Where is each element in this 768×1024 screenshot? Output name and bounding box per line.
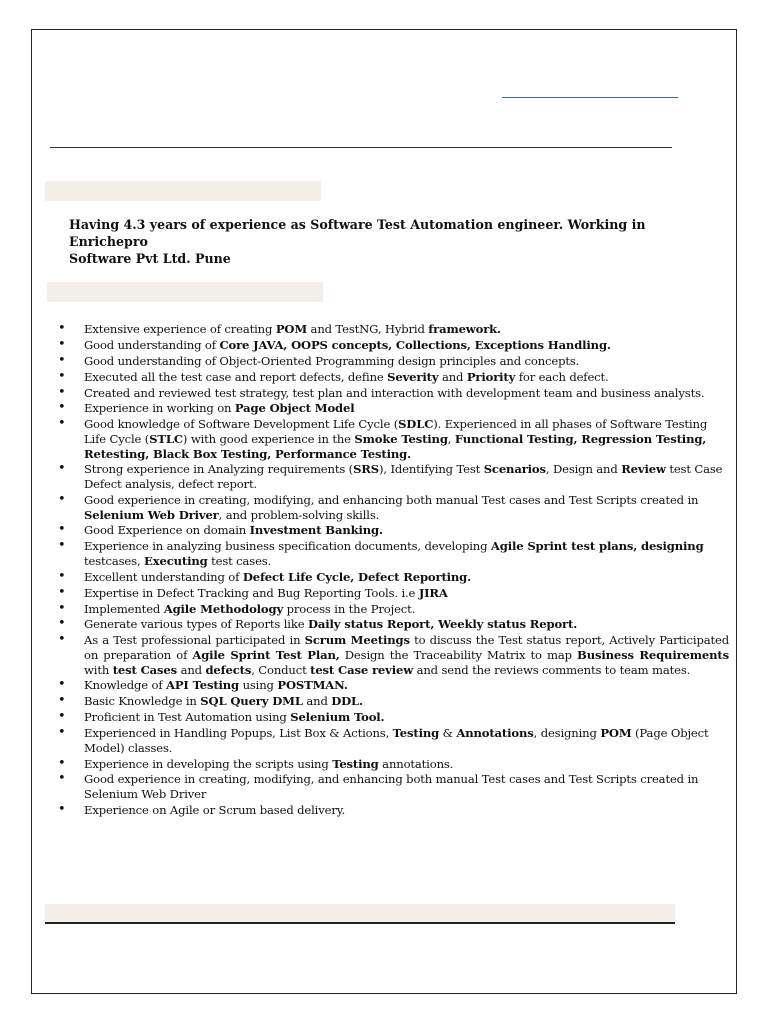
skill-text: for each defect. bbox=[515, 369, 609, 384]
skill-text: Generate various types of Reports like bbox=[84, 617, 308, 632]
skill-text-bold: Page Object Model bbox=[234, 401, 355, 416]
skill-item bbox=[63, 417, 729, 461]
skill-text: Good Experience on domain bbox=[84, 523, 250, 538]
skill-text-bold: Smoke Testing bbox=[354, 431, 448, 446]
skill-text: Expertise in Defect Tracking and Bug Reporting Tools. i.e bbox=[84, 585, 419, 600]
skill-text: Extensive experience of creating bbox=[84, 322, 276, 336]
skill-text: , and problem-solving skills. bbox=[218, 507, 380, 522]
skill-text-bold: Business Requirements bbox=[577, 647, 729, 662]
skill-item bbox=[63, 586, 729, 601]
skill-text: & bbox=[439, 726, 457, 741]
skill-text: test Case Defect analysis, defect report. bbox=[84, 462, 723, 492]
skill-text-bold: Testing bbox=[392, 726, 440, 741]
skill-text-bold: Annotations bbox=[456, 726, 534, 741]
skill-item bbox=[63, 370, 729, 385]
skill-text: , Design and bbox=[545, 462, 622, 477]
skill-text: , Conduct bbox=[251, 662, 311, 677]
skill-text: Experience in developing the scripts using bbox=[84, 756, 333, 771]
skill-text: annotations. bbox=[378, 756, 454, 771]
skill-text: testcases, bbox=[84, 553, 145, 568]
skill-text-bold: Core JAVA, OOPS concepts, Collections, Exceptions Handling. bbox=[219, 337, 611, 352]
skill-text-bold: SQL Query DML bbox=[200, 694, 303, 709]
skills-section-bar bbox=[47, 282, 323, 302]
skill-item bbox=[63, 602, 729, 617]
skill-item bbox=[63, 462, 729, 491]
skill-text: and TestNG, Hybrid bbox=[307, 322, 429, 336]
skill-text-bold: POM bbox=[275, 322, 308, 336]
skill-text: (Page Object Model) classes. bbox=[84, 726, 709, 755]
skill-text-bold: Agile Sprint Test Plan, bbox=[192, 647, 340, 662]
skill-item bbox=[63, 493, 729, 522]
skill-text-bold: Daily status Report, Weekly status Report. bbox=[307, 617, 578, 632]
skill-text: Experienced in Handling Popups, List Box & Actions, bbox=[84, 726, 393, 741]
skill-text: using bbox=[239, 678, 278, 693]
skill-text: Created and reviewed test strategy, test plan and interaction with development team and business analysts. bbox=[84, 385, 705, 400]
skill-text: Basic Knowledge in bbox=[84, 694, 201, 709]
skill-text: and bbox=[177, 662, 206, 677]
skill-text: Excellent understanding of bbox=[84, 569, 243, 584]
summary-section-bar bbox=[45, 181, 321, 201]
skill-text-bold: framework. bbox=[428, 322, 501, 336]
skill-text-bold: SRS bbox=[353, 462, 379, 477]
skill-text-bold: Review bbox=[621, 462, 666, 477]
skill-text-bold: POM bbox=[600, 726, 632, 741]
skill-text-bold: Selenium Tool. bbox=[290, 710, 385, 725]
skill-item bbox=[63, 539, 729, 568]
skill-text: , designing bbox=[533, 726, 601, 741]
skill-text-bold: JIRA bbox=[418, 585, 448, 600]
skill-item bbox=[63, 803, 729, 818]
skill-item bbox=[63, 617, 729, 632]
skill-text-bold: Executing bbox=[144, 553, 208, 568]
skill-text: Executed all the test case and report defects, define bbox=[84, 369, 388, 384]
skill-text: process in the Project. bbox=[283, 601, 416, 616]
skill-text: Implemented bbox=[84, 601, 164, 616]
skill-text-bold: Severity bbox=[387, 369, 439, 384]
skill-text-bold: Selenium Web Driver bbox=[84, 507, 219, 522]
skill-text: Good experience in creating, modifying, and enhancing both manual Test cases and Test Scripts created in bbox=[84, 492, 699, 507]
skill-item bbox=[63, 772, 729, 801]
skill-text-bold: test Cases bbox=[112, 662, 178, 677]
skill-text: Experience in working on bbox=[84, 401, 235, 416]
skill-item bbox=[63, 386, 729, 401]
professional-summary bbox=[69, 216, 719, 267]
skill-text-bold: Defect Life Cycle, Defect Reporting. bbox=[242, 569, 472, 584]
skill-text: Proficient in Test Automation using bbox=[84, 710, 291, 725]
skill-text-bold: Scrum Meetings bbox=[304, 633, 410, 648]
skill-text-bold: SDLC bbox=[398, 417, 434, 432]
skill-text: , bbox=[447, 431, 455, 446]
skill-text-bold: Testing bbox=[332, 756, 379, 771]
skill-text: Strong experience in Analyzing requirements ( bbox=[84, 462, 354, 477]
skill-item bbox=[63, 354, 729, 369]
skill-item bbox=[63, 338, 729, 353]
skill-text-bold: test Case review bbox=[310, 662, 414, 677]
skill-text-bold: POSTMAN. bbox=[277, 678, 348, 693]
skill-text: ), Identifying Test bbox=[379, 462, 484, 477]
skill-text: Good experience in creating, modifying, and enhancing both manual Test cases and Test Scripts created in Selenium Web Driver bbox=[84, 772, 699, 802]
skill-text: and bbox=[438, 369, 467, 384]
skill-item bbox=[63, 523, 729, 538]
skill-text-bold: DDL. bbox=[331, 694, 363, 709]
skill-text: Good understanding of Object-Oriented Programming design principles and concepts. bbox=[84, 353, 580, 368]
skill-text-bold: STLC bbox=[149, 431, 183, 446]
footer-section-bar bbox=[45, 904, 675, 924]
skills-list bbox=[63, 322, 729, 819]
header-divider bbox=[50, 147, 672, 148]
skill-text: As a Test professional participated in bbox=[84, 633, 305, 648]
skill-text: Good knowledge of Software Development Life Cycle ( bbox=[84, 417, 399, 432]
skill-item bbox=[63, 322, 729, 337]
skill-text-bold: Scenarios bbox=[483, 462, 546, 477]
skill-text: Good understanding of bbox=[84, 337, 220, 352]
header-link-underline[interactable] bbox=[502, 97, 678, 98]
skill-text-bold: Functional Testing, Regression Testing, Retesting, Black Box Testing, Performance Testing. bbox=[84, 431, 707, 461]
summary-line-1: Having 4.3 years of experience as Software Test Automation engineer. Working in Enrichepro bbox=[69, 217, 646, 249]
skill-text: test cases. bbox=[207, 553, 272, 568]
skill-item bbox=[63, 694, 729, 709]
skill-text-bold: defects bbox=[205, 662, 252, 677]
skill-item bbox=[63, 726, 729, 755]
skill-item bbox=[63, 401, 729, 416]
skill-text-bold: API Testing bbox=[166, 678, 240, 693]
skill-text: ). Experienced in all phases of Software Testing Life Cycle ( bbox=[84, 417, 708, 446]
skill-text: and bbox=[302, 694, 332, 709]
skill-text: Knowledge of bbox=[84, 678, 166, 693]
skill-text: Experience on Agile or Scrum based delivery. bbox=[84, 802, 346, 817]
skill-text: Experience in analyzing business specification documents, developing bbox=[84, 539, 491, 554]
skill-text: with bbox=[84, 662, 113, 677]
skill-item bbox=[63, 710, 729, 725]
skill-text: and send the reviews comments to team mates. bbox=[413, 662, 691, 677]
skill-text-bold: Investment Banking. bbox=[249, 523, 383, 538]
skill-text: Design the Traceability Matrix to map bbox=[339, 647, 578, 662]
skill-text-bold: Agile Sprint test plans, designing bbox=[490, 539, 704, 554]
skill-item bbox=[63, 678, 729, 693]
summary-line-2: Software Pvt Ltd. Pune bbox=[69, 251, 231, 266]
skill-item bbox=[63, 570, 729, 585]
skill-text-bold: Agile Methodology bbox=[163, 601, 284, 616]
skill-text: ) with good experience in the bbox=[182, 431, 355, 446]
skill-item bbox=[63, 633, 729, 677]
skill-item bbox=[63, 757, 729, 772]
skill-text-bold: Priority bbox=[466, 369, 516, 384]
skill-text: to discuss the Test status report, Actively Participated on preparation of bbox=[84, 633, 729, 662]
